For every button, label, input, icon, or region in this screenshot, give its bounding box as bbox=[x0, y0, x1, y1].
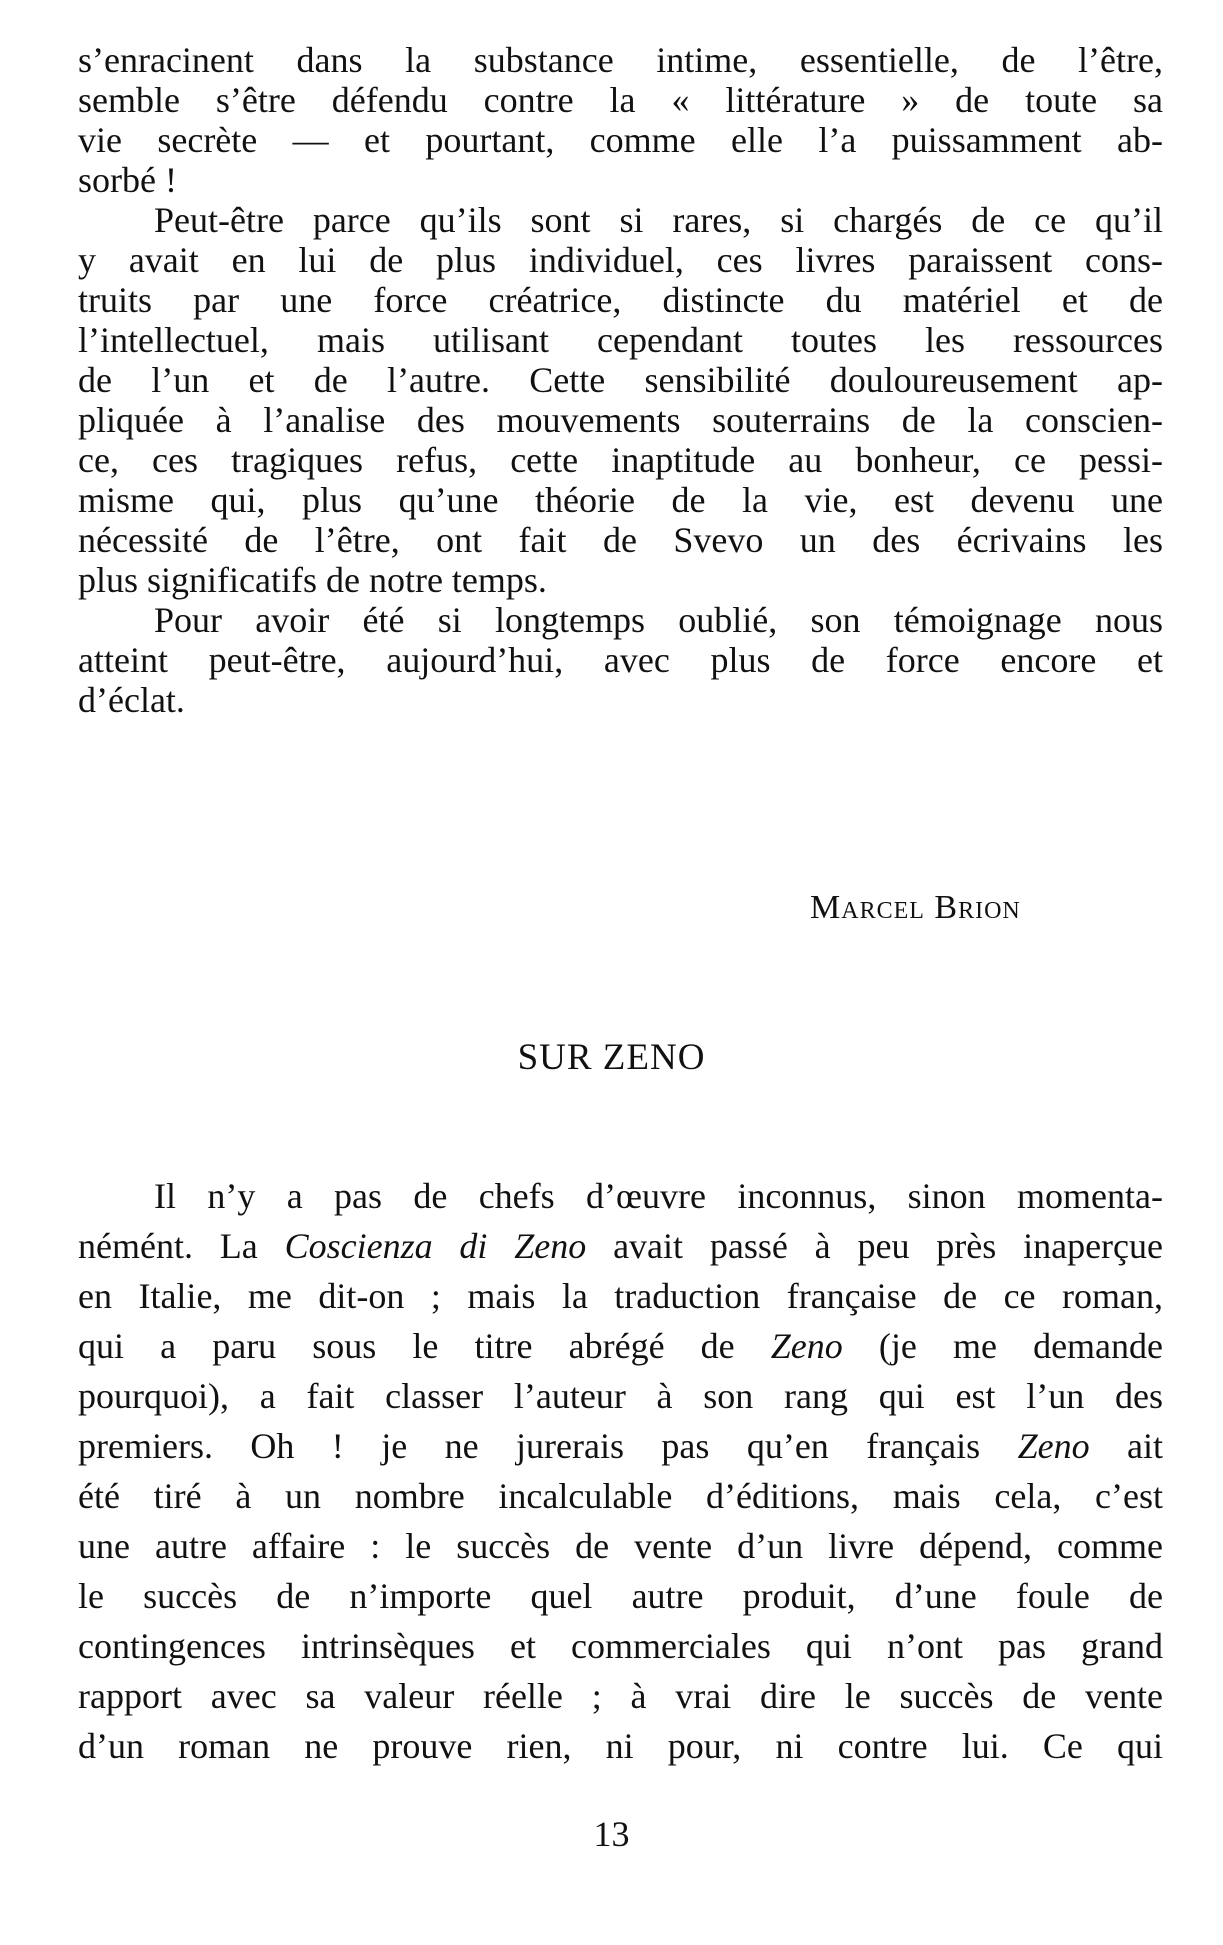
paragraph-4-line: d’un roman ne prouve rien, ni pour, ni contre lui. Ce qui bbox=[78, 1726, 1163, 1766]
paragraph-3-line: d’éclat. bbox=[78, 680, 185, 720]
line-text: avait passé à peu près inaperçue bbox=[586, 1226, 1163, 1266]
paragraph-2-line: plus significatifs de notre temps. bbox=[78, 560, 547, 600]
paragraph-4-line bbox=[78, 1422, 1163, 1470]
page-number: 13 bbox=[593, 1814, 630, 1854]
paragraph-2-line: misme qui, plus qu’une théorie de la vie, est devenu une bbox=[78, 480, 1163, 520]
paragraph-3-line: Pour avoir été si longtemps oublié, son témoignage nous bbox=[154, 600, 1163, 640]
paragraph-4-line: le succès de n’importe quel autre produit, d’une foule de bbox=[78, 1576, 1163, 1616]
book-title-italic: Coscienza di Zeno bbox=[284, 1226, 587, 1266]
paragraph-4-line: rapport avec sa valeur réelle ; à vrai dire le succès de vente bbox=[78, 1676, 1163, 1716]
line-text: (je me demande bbox=[842, 1326, 1164, 1366]
paragraph-4-line bbox=[78, 1322, 1163, 1370]
paragraph-2-line: truits par une force créatrice, distincte du matériel et de bbox=[78, 280, 1163, 320]
paragraph-4-line: une autre affaire : le succès de vente d’un livre dépend, comme bbox=[78, 1526, 1163, 1566]
paragraph-2-line: nécessité de l’être, ont fait de Svevo un des écrivains les bbox=[78, 520, 1163, 560]
paragraph-2-line: Peut-être parce qu’ils sont si rares, si chargés de ce qu’il bbox=[154, 200, 1163, 240]
paragraph-1-line: s’enracinent dans la substance intime, essentielle, de l’être, bbox=[78, 40, 1163, 80]
paragraph-4-line: en Italie, me dit-on ; mais la traduction française de ce roman, bbox=[78, 1276, 1163, 1316]
paragraph-2-line: y avait en lui de plus individuel, ces livres paraissent cons- bbox=[78, 240, 1163, 280]
paragraph-2-line: pliquée à l’analise des mouvements souterrains de la conscien- bbox=[78, 400, 1163, 440]
paragraph-4-line: été tiré à un nombre incalculable d’éditions, mais cela, c’est bbox=[78, 1476, 1163, 1516]
paragraph-1-line: vie secrète — et pourtant, comme elle l’a puissamment ab- bbox=[78, 120, 1163, 160]
line-text: némént. La bbox=[78, 1226, 285, 1266]
paragraph-3-line: atteint peut-être, aujourd’hui, avec plus de force encore et bbox=[78, 640, 1163, 680]
author-signature: Marcel Brion bbox=[810, 889, 1021, 926]
book-title-italic: Zeno bbox=[770, 1326, 843, 1366]
line-text: qui a paru sous le titre abrégé de bbox=[78, 1326, 771, 1366]
line-text: ait bbox=[1089, 1426, 1164, 1466]
paragraph-1-line: sorbé ! bbox=[78, 160, 177, 200]
paragraph-4-line: Il n’y a pas de chefs d’œuvre inconnus, sinon momenta- bbox=[154, 1176, 1163, 1216]
paragraph-1-line: semble s’être défendu contre la « littérature » de toute sa bbox=[78, 80, 1163, 120]
paragraph-4-line: contingences intrinsèques et commerciales qui n’ont pas grand bbox=[78, 1626, 1163, 1666]
paragraph-2-line: ce, ces tragiques refus, cette inaptitude au bonheur, ce pessi- bbox=[78, 440, 1163, 480]
book-title-italic: Zeno bbox=[1017, 1426, 1090, 1466]
paragraph-4-line bbox=[78, 1222, 1163, 1270]
line-text: premiers. Oh ! je ne jurerais pas qu’en français bbox=[78, 1426, 1018, 1466]
paragraph-4-line: pourquoi), a fait classer l’auteur à son rang qui est l’un des bbox=[78, 1376, 1163, 1416]
paragraph-2-line: de l’un et de l’autre. Cette sensibilité douloureusement ap- bbox=[78, 360, 1163, 400]
section-heading: SUR ZENO bbox=[517, 1037, 706, 1078]
paragraph-2-line: l’intellectuel, mais utilisant cependant toutes les ressources bbox=[78, 320, 1163, 360]
